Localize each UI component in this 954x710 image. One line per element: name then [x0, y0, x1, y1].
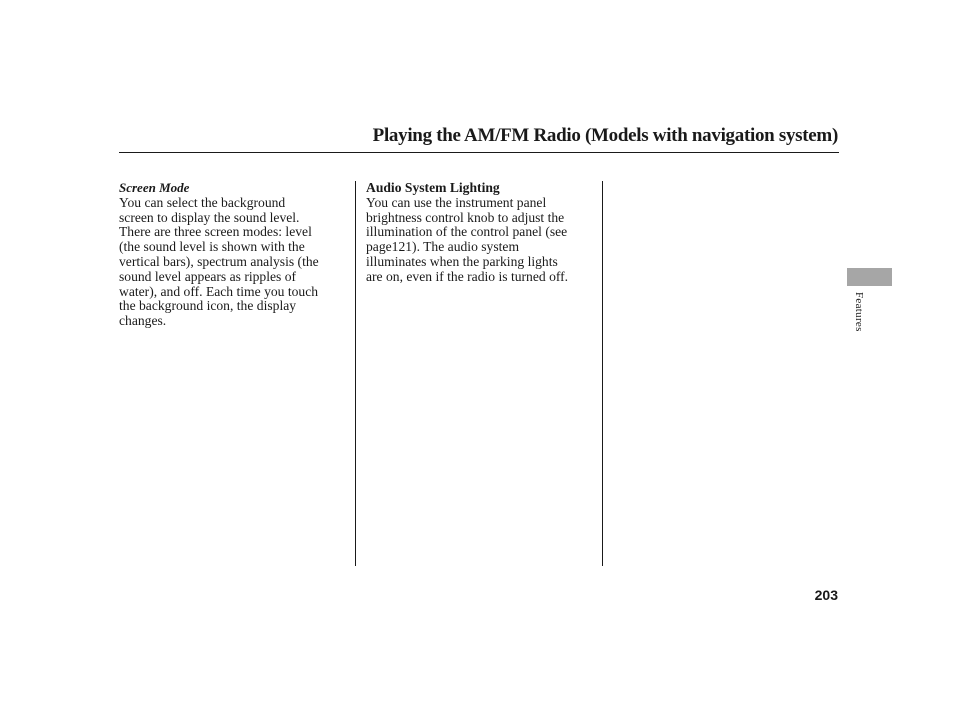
- body-text-line: vertical bars), spectrum analysis (the: [119, 253, 319, 269]
- body-text-line: brightness control knob to adjust the: [366, 209, 565, 225]
- body-text-line: the background icon, the display: [119, 298, 297, 314]
- column-divider-right: [602, 181, 603, 566]
- body-text-line: are on, even if the radio is turned off.: [366, 268, 569, 284]
- body-text-line: page121). The audio system: [366, 239, 520, 255]
- body-text-line: illumination of the control panel (see: [366, 224, 568, 240]
- body-text-line: You can use the instrument panel: [366, 194, 547, 210]
- title-divider: [119, 152, 839, 153]
- column-divider-left: [355, 181, 356, 566]
- body-text-line: water), and off. Each time you touch: [119, 283, 319, 299]
- section-heading-screen-mode: Screen Mode: [119, 180, 190, 195]
- body-text-line: (the sound level is shown with the: [119, 239, 305, 255]
- page-title: Playing the AM/FM Radio (Models with navigation system): [372, 125, 838, 146]
- body-text-line: changes.: [119, 313, 167, 329]
- body-text-line: There are three screen modes: level: [119, 224, 312, 240]
- body-text-line: You can select the background: [119, 194, 286, 210]
- page-number: 203: [814, 587, 838, 603]
- middle-column: [366, 181, 598, 285]
- section-heading-audio-lighting: Audio System Lighting: [366, 180, 500, 195]
- left-column: [119, 181, 351, 329]
- body-text-line: sound level appears as ripples of: [119, 268, 297, 284]
- body-text-line: screen to display the sound level.: [119, 209, 300, 225]
- body-text-line: illuminates when the parking lights: [366, 253, 558, 269]
- section-tab-marker: [847, 268, 892, 286]
- section-tab-label: Features: [853, 292, 865, 332]
